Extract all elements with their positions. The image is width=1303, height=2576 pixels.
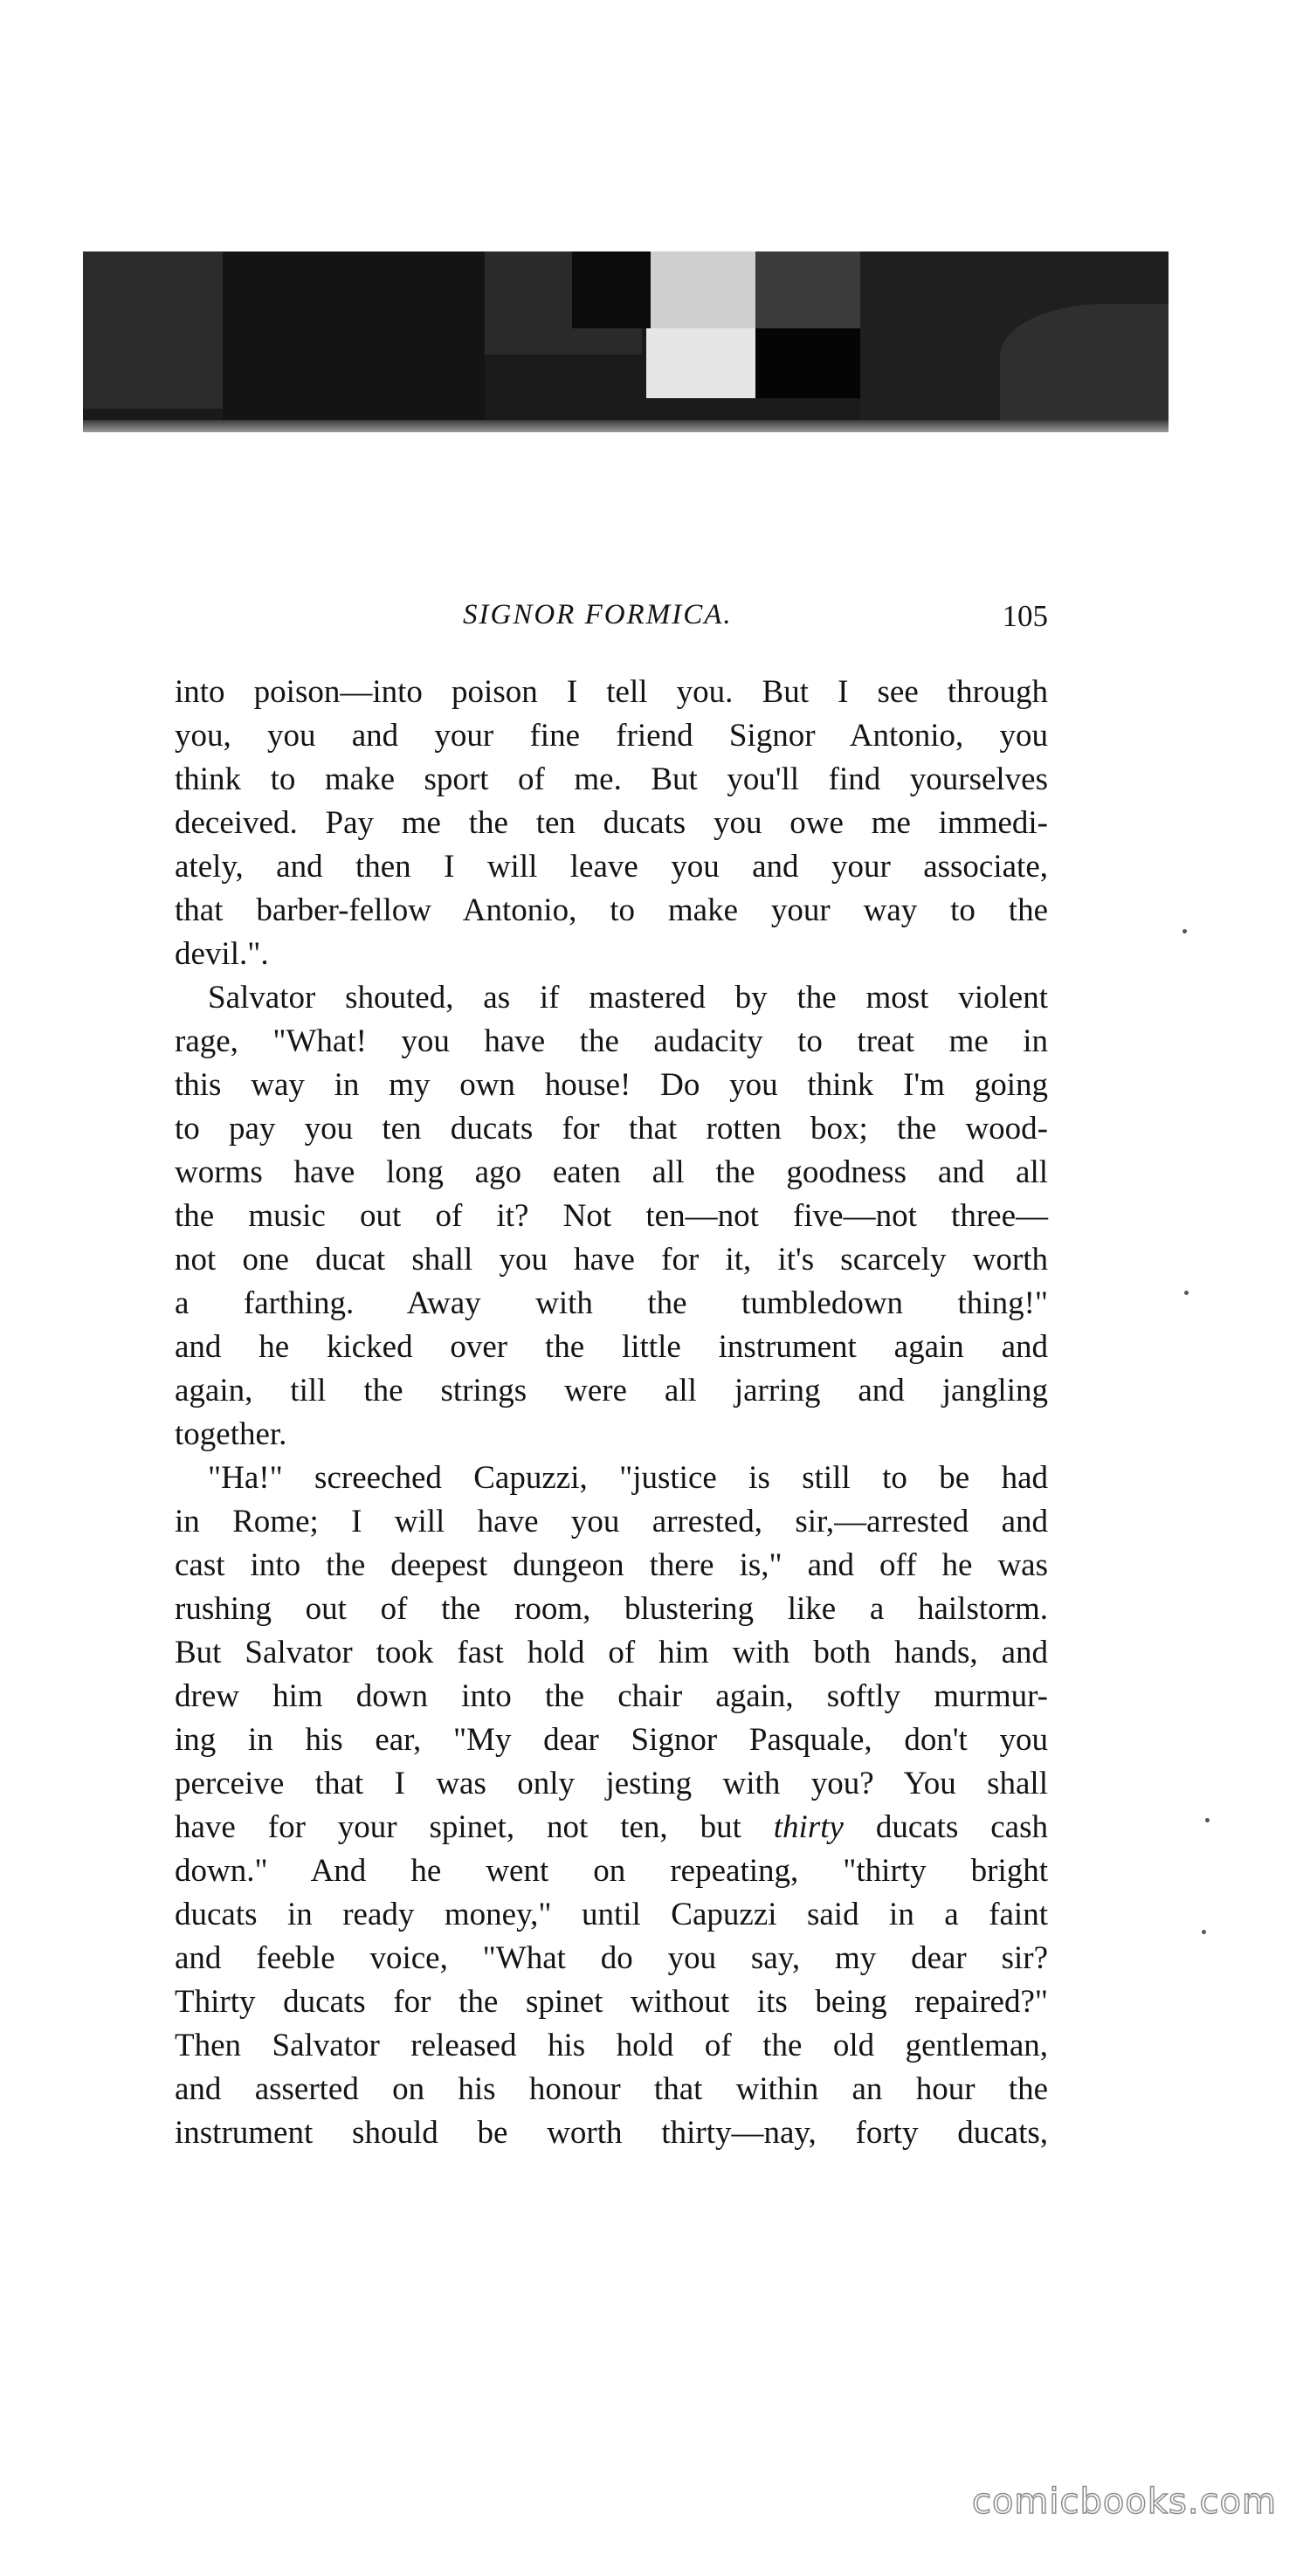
text-line: ately, and then I will leave you and your associate,: [175, 849, 1048, 885]
text-line: and he kicked over the little instrument again and: [175, 1329, 1048, 1365]
text-line: instrument should be worth thirty—nay, forty ducats,: [175, 2115, 1048, 2151]
strip-shade: [83, 251, 223, 409]
text-line: ing in his ear, "My dear Signor Pasquale, don't you: [175, 1722, 1048, 1758]
scanned-top-strip: [83, 251, 1169, 432]
text-line: devil.".: [175, 936, 269, 972]
text-line: [175, 1806, 1048, 1849]
text-segment: have for your spinet, not ten, but: [175, 1809, 741, 1845]
strip-shade: [646, 328, 755, 398]
text-line: deceived. Pay me the ten ducats you owe me immedi-: [175, 805, 1048, 841]
page-number: 105: [1002, 599, 1048, 633]
text-line: perceive that I was only jesting with you? You shall: [175, 1766, 1048, 1801]
scan-speck: [1202, 1930, 1206, 1934]
strip-shade: [223, 251, 485, 422]
text-line: "Ha!" screeched Capuzzi, "justice is still to be had: [208, 1460, 1048, 1496]
text-line: together.: [175, 1416, 287, 1452]
text-line: that barber-fellow Antonio, to make your way to the: [175, 892, 1048, 928]
text-line: worms have long ago eaten all the goodness and all: [175, 1154, 1048, 1190]
text-line: down." And he went on repeating, "thirty bright: [175, 1853, 1048, 1889]
strip-shade: [651, 251, 755, 328]
text-line: you, you and your fine friend Signor Antonio, you: [175, 718, 1048, 754]
text-line: rushing out of the room, blustering like a hailstorm.: [175, 1591, 1048, 1627]
text-line: in Rome; I will have you arrested, sir,—arrested and: [175, 1504, 1048, 1539]
text-line: not one ducat shall you have for it, it's scarcely worth: [175, 1242, 1048, 1278]
text-line: the music out of it? Not ten—not five—not three—: [175, 1198, 1048, 1234]
text-line: into poison—into poison I tell you. But I see through: [175, 674, 1048, 710]
text-line: to pay you ten ducats for that rotten box; the wood-: [175, 1111, 1048, 1147]
emphasis-thirty: thirty: [773, 1809, 844, 1845]
strip-bottom-band: [83, 420, 1169, 432]
text-line: and asserted on his honour that within an hour the: [175, 2071, 1048, 2107]
text-line: drew him down into the chair again, softly murmur-: [175, 1678, 1048, 1714]
text-line: ducats in ready money," until Capuzzi said in a faint: [175, 1897, 1048, 1932]
text-line: Salvator shouted, as if mastered by the most violent: [208, 980, 1048, 1016]
text-segment: ducats cash: [843, 1809, 1049, 1845]
strip-shade: [1000, 304, 1169, 422]
strip-shade: [755, 328, 860, 398]
text-line: Then Salvator released his hold of the old gentleman,: [175, 2028, 1048, 2063]
text-line: a farthing. Away with the tumbledown thing!": [175, 1285, 1048, 1321]
page-header: [175, 599, 1048, 643]
scan-speck: [1184, 1291, 1189, 1295]
text-line: think to make sport of me. But you'll find yourselves: [175, 761, 1048, 797]
scan-speck: [1182, 929, 1187, 933]
text-line: this way in my own house! Do you think I'm going: [175, 1067, 1048, 1103]
running-title: SIGNOR FORMICA.: [463, 599, 733, 630]
text-line: Thirty ducats for the spinet without its being repaired?": [175, 1984, 1048, 2020]
text-line: rage, "What! you have the audacity to treat me in: [175, 1023, 1048, 1059]
watermark: comicbooks.com: [971, 2482, 1277, 2522]
text-line: again, till the strings were all jarring and jangling: [175, 1373, 1048, 1409]
scan-speck: [1205, 1818, 1210, 1822]
text-line: and feeble voice, "What do you say, my dear sir?: [175, 1940, 1048, 1976]
strip-shade: [755, 251, 860, 328]
text-line: But Salvator took fast hold of him with both hands, and: [175, 1635, 1048, 1670]
text-line: cast into the deepest dungeon there is," and off he was: [175, 1547, 1048, 1583]
strip-shade: [572, 251, 655, 328]
body-text: [175, 671, 1048, 2155]
